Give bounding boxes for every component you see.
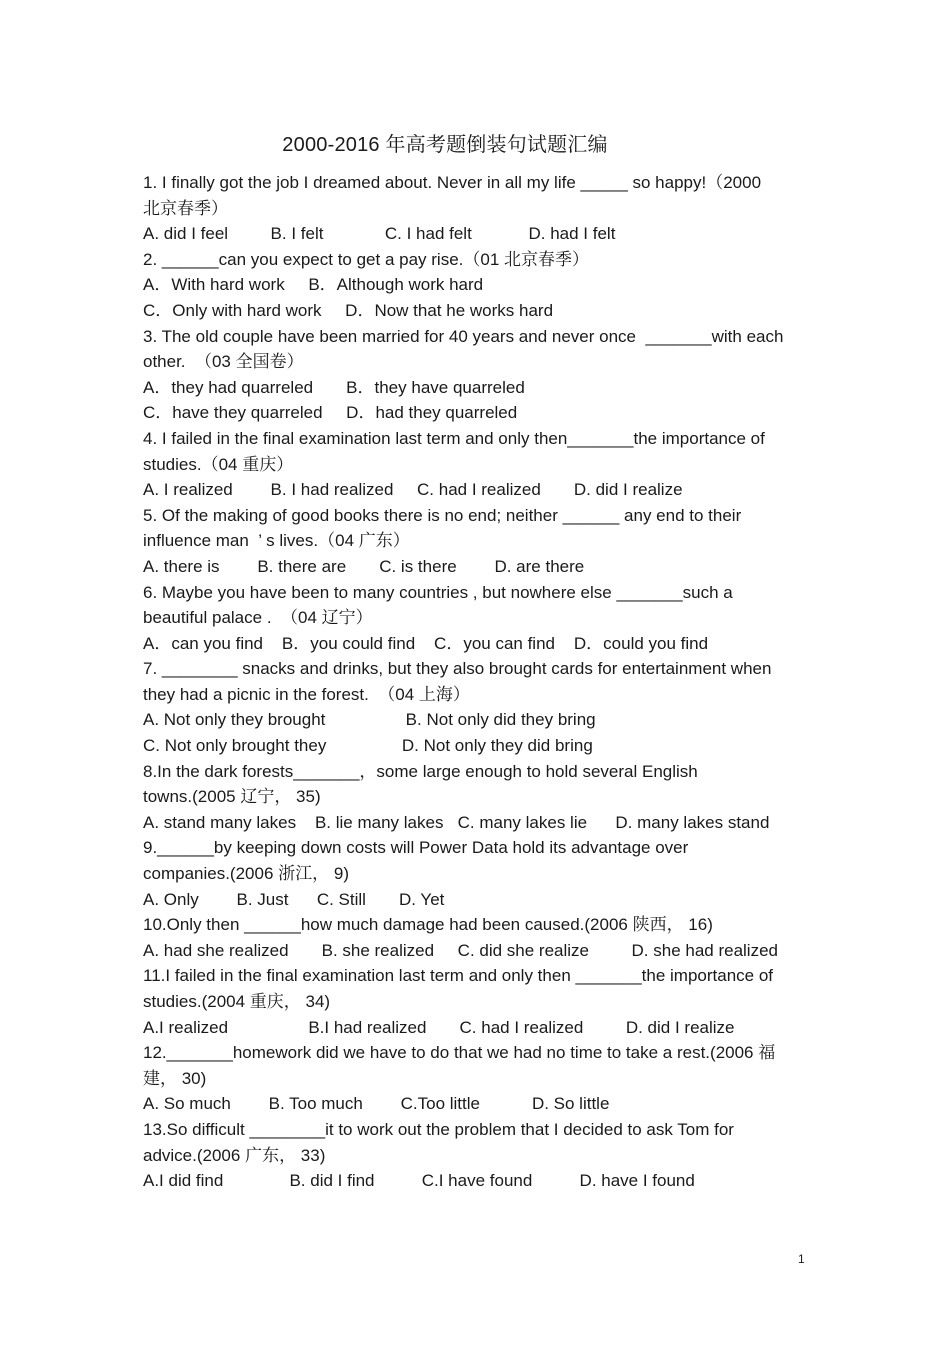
text-line: A. stand many lakes B. lie many lakes C. many lakes lie D. many lakes stand [143, 812, 770, 832]
text-line: 6. Maybe you have been to many countries , but nowhere else _______such a [143, 582, 733, 602]
text-line: 12._______homework did we have to do that we had no time to take a rest.(2006 福 [143, 1043, 776, 1063]
text-line: 建， 30) [143, 1068, 207, 1088]
text-line: companies.(2006 浙江， 9) [143, 864, 349, 884]
text-line: 3. The old couple have been married for 40 years and never once _______with each [143, 326, 784, 346]
text-line: 4. I failed in the final examination last term and only then_______the importance of [143, 428, 765, 448]
text-line: A. did I feel B. I felt C. I had felt D. had I felt [143, 224, 616, 244]
text-line: C．Only with hard work D．Now that he works hard [143, 300, 554, 320]
text-line: other. （03 全国卷） [143, 352, 304, 372]
text-line: 11.I failed in the final examination last term and only then _______the importance of [143, 966, 774, 986]
text-line: A. Only B. Just C. Still D. Yet [143, 889, 445, 909]
page-number: 1 [798, 1252, 805, 1266]
text-line: A．can you find B．you could find C．you can find D．could you find [143, 633, 709, 653]
text-line: 1. I finally got the job I dreamed about. Never in all my life _____ so happy!（2000 [143, 173, 762, 192]
text-line: 2. ______can you expect to get a pay rise.（01 北京春季） [143, 249, 590, 269]
text-line: A.I realized B.I had realized C. had I realized D. did I realize [143, 1017, 735, 1037]
text-line: beautiful palace . （04 辽宁） [143, 608, 373, 628]
text-line: A．With hard work B．Although work hard [143, 275, 484, 295]
text-line: 7. ________ snacks and drinks, but they also brought cards for entertainment when [143, 659, 772, 679]
text-line: A. had she realized B. she realized C. did she realize D. she had realized [143, 940, 778, 960]
text-line: 5. Of the making of good books there is no end; neither ______ any end to their [143, 505, 742, 525]
text-line: studies.(2004 重庆， 34) [143, 992, 331, 1011]
document-title: 2000-2016 年高考题倒装句试题汇编 [282, 134, 608, 156]
text-line: studies.（04 重庆） [143, 454, 294, 474]
text-line: towns.(2005 辽宁， 35) [143, 787, 321, 807]
question-list [143, 170, 823, 1194]
text-line: 8.In the dark forests_______，some large enough to hold several English [143, 761, 698, 781]
text-line: influence man ’ s lives.（04 广东） [143, 531, 410, 551]
text-line: A.I did find B. did I find C.I have found D. have I found [143, 1171, 695, 1191]
text-line: A．they had quarreled B．they have quarreled [143, 377, 525, 397]
text-line: A. So much B. Too much C.Too little D. So little [143, 1094, 610, 1114]
text-line: they had a picnic in the forest. （04 上海） [143, 684, 470, 704]
text-line: 13.So difficult ________it to work out the problem that I decided to ask Tom for [143, 1119, 734, 1139]
text-line: 北京春季） [143, 198, 228, 218]
text-line: A. I realized B. I had realized C. had I realized D. did I realize [143, 480, 683, 500]
text-line: C. Not only brought they D. Not only they did bring [143, 736, 593, 756]
text-line: 9.______by keeping down costs will Power Data hold its advantage over [143, 838, 689, 858]
text-line: 10.Only then ______how much damage had been caused.(2006 陕西， 16) [143, 915, 713, 935]
text-line: C．have they quarreled D．had they quarreled [143, 403, 518, 423]
text-line: A. there is B. there are C. is there D. are there [143, 556, 585, 576]
text-line: A. Not only they brought B. Not only did they bring [143, 710, 596, 730]
text-line: advice.(2006 广东， 33) [143, 1145, 326, 1165]
